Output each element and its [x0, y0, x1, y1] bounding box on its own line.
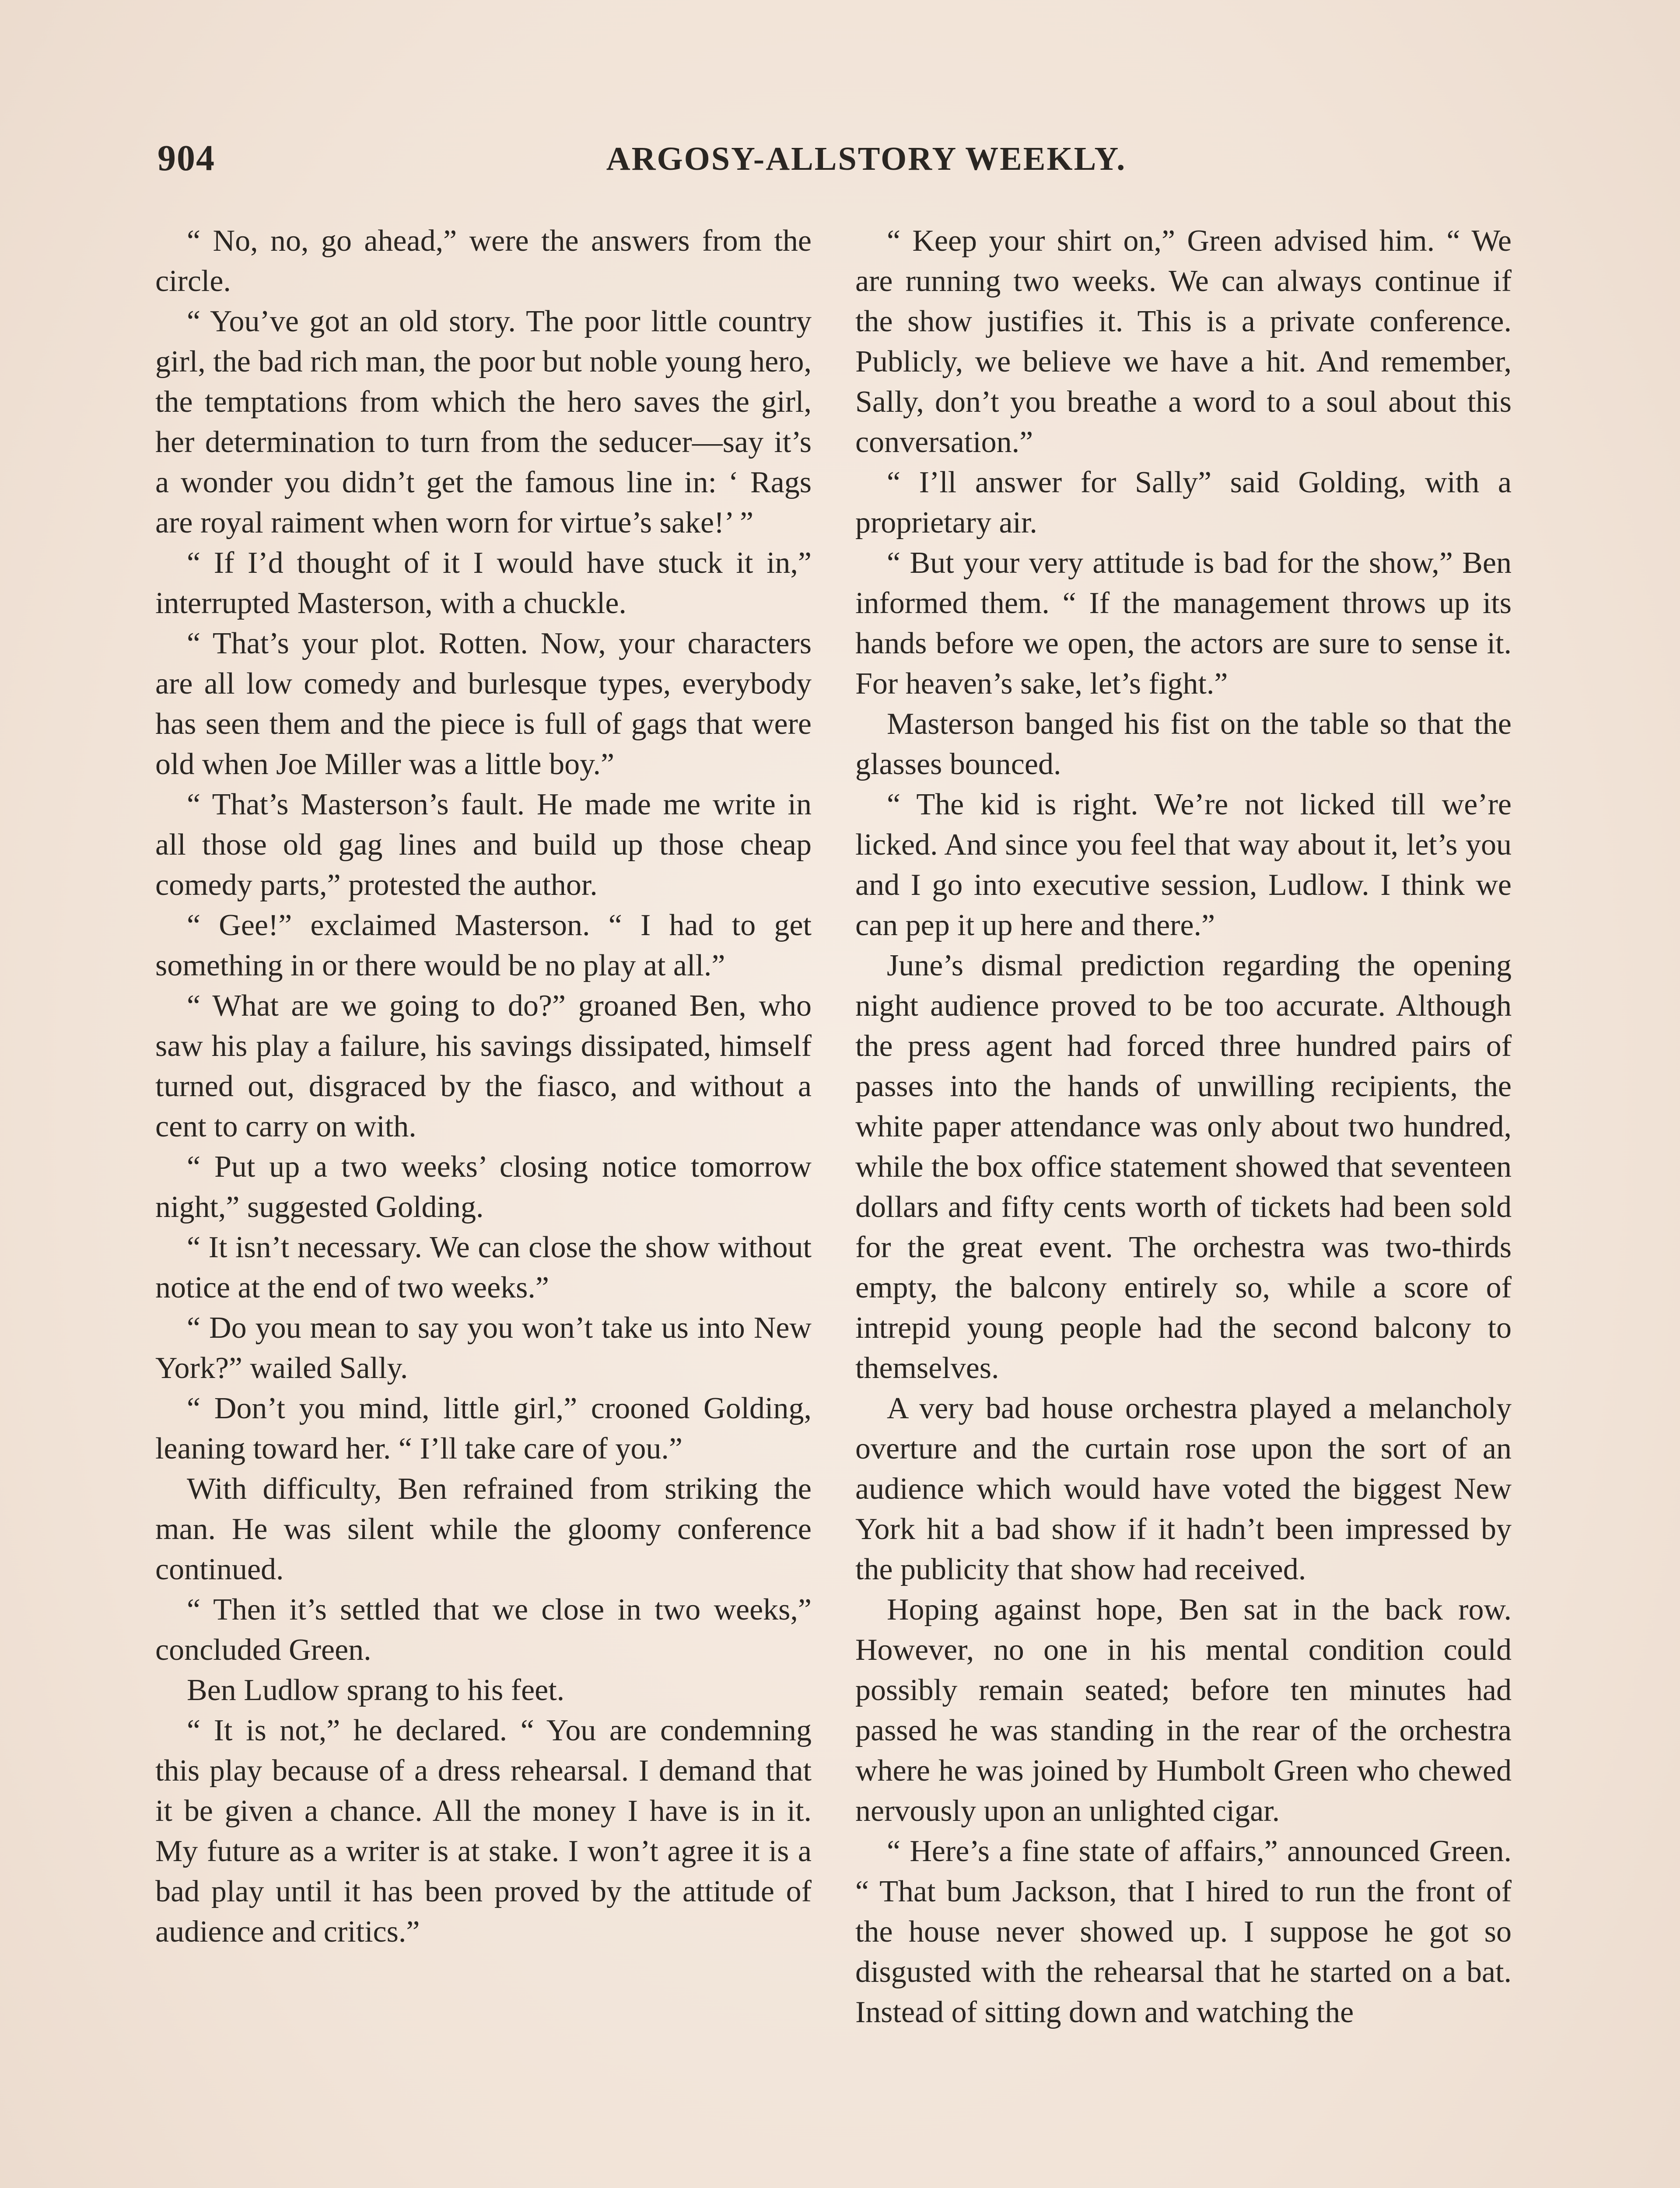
paragraph: “ That’s Masterson’s fault. He made me write in all those old gag lines and build up those cheap comedy parts,” protested the author. [155, 788, 812, 902]
paragraph: “ No, no, go ahead,” were the answers from the circle. [155, 224, 812, 298]
paragraph: “ Gee!” exclaimed Masterson. “ I had to get something in or there would be no play at all.” [155, 908, 812, 982]
paragraph: “ It is not,” he declared. “ You are condemning this play because of a dress rehearsal. I demand that it be given a chance. All the money I have is in it. My future as a writer is at stake. I won’t agree it is a bad play until it has been proved by the attitude of audience and critics.” [155, 1714, 812, 1949]
paragraph: “ It isn’t necessary. We can close the show without notice at the end of two weeks.” [155, 1231, 812, 1304]
paragraph: “ The kid is right. We’re not licked till we’re licked. And since you feel that way about it, let’s you and I go into executive session, Ludlow. I think we can pep it up here and there.” [855, 788, 1512, 942]
paragraph: “ If I’d thought of it I would have stuck it in,” interrupted Masterson, with a chuckle. [155, 546, 812, 620]
running-head: ARGOSY-ALLSTORY WEEKLY. [606, 140, 1127, 177]
paragraph: “ Then it’s settled that we close in two weeks,” concluded Green. [155, 1593, 812, 1667]
paragraph: “ You’ve got an old story. The poor little country girl, the bad rich man, the poor but noble young hero, the temptations from which the hero saves the girl, her determination to turn from the seducer—say it’s a wonder you didn’t get the famous line in: ‘ Rags are royal raiment when worn for virtue’s sake!’ ” [155, 305, 812, 540]
paragraph: “ Here’s a fine state of affairs,” announced Green. “ That bum Jackson, that I hired to run the front of the house never showed up. I suppose he got so disgusted with the rehearsal that he started on a bat. Instead of sitting down and watching the [855, 1834, 1512, 2029]
left-column [155, 221, 812, 1952]
paragraph: June’s dismal prediction regarding the opening night audience proved to be too accurate. Although the press agent had forced three hundred pairs of passes into the hands of unwilling recipients, the white paper attendance was only about two hundred, while the box office statement showed that seventeen dollars and fifty cents worth of tickets had been sold for the great event. The orchestra was two-thirds empty, the balcony entirely so, while a score of intrepid young people had the second balcony to themselves. [855, 949, 1512, 1385]
paragraph: “ I’ll answer for Sally” said Golding, with a proprietary air. [855, 466, 1512, 540]
paragraph: Ben Ludlow sprang to his feet. [187, 1673, 565, 1707]
paragraph: “ What are we going to do?” groaned Ben, who saw his play a failure, his savings dissipated, himself turned out, disgraced by the fiasco, and without a cent to carry on with. [155, 989, 812, 1143]
paragraph: A very bad house orchestra played a melancholy overture and the curtain rose upon the sort of an audience which would have voted the biggest New York hit a bad show if it hadn’t been impressed by the publicity that show had received. [855, 1392, 1512, 1586]
paragraph: “ Do you mean to say you won’t take us into New York?” wailed Sally. [155, 1311, 812, 1385]
paragraph: “ But your very attitude is bad for the show,” Ben informed them. “ If the management throws up its hands before we open, the actors are sure to sense it. For heaven’s sake, let’s fight.” [855, 546, 1512, 701]
paragraph: With difficulty, Ben refrained from striking the man. He was silent while the gloomy conference continued. [155, 1472, 812, 1586]
paragraph: “ Put up a two weeks’ closing notice tomorrow night,” suggested Golding. [155, 1150, 812, 1224]
right-column [855, 221, 1512, 2033]
paragraph: “ Don’t you mind, little girl,” crooned Golding, leaning toward her. “ I’ll take care of you.” [155, 1392, 812, 1466]
paragraph: Hoping against hope, Ben sat in the back row. However, no one in his mental condition could possibly remain seated; before ten minutes had passed he was standing in the rear of the orchestra where he was joined by Humbolt Green who chewed nervously upon an unlighted cigar. [855, 1593, 1512, 1828]
paragraph: “ That’s your plot. Rotten. Now, your characters are all low comedy and burlesque types, everybody has seen them and the piece is full of gags that were old when Joe Miller was a little boy.” [155, 627, 812, 781]
page-number: 904 [158, 138, 215, 179]
paragraph: Masterson banged his fist on the table so that the glasses bounced. [855, 707, 1512, 781]
paragraph: “ Keep your shirt on,” Green advised him. “ We are running two weeks. We can always continue if the show justifies it. This is a private conference. Publicly, we believe we have a hit. And remember, Sally, don’t you breathe a word to a soul about this conversation.” [855, 224, 1512, 459]
